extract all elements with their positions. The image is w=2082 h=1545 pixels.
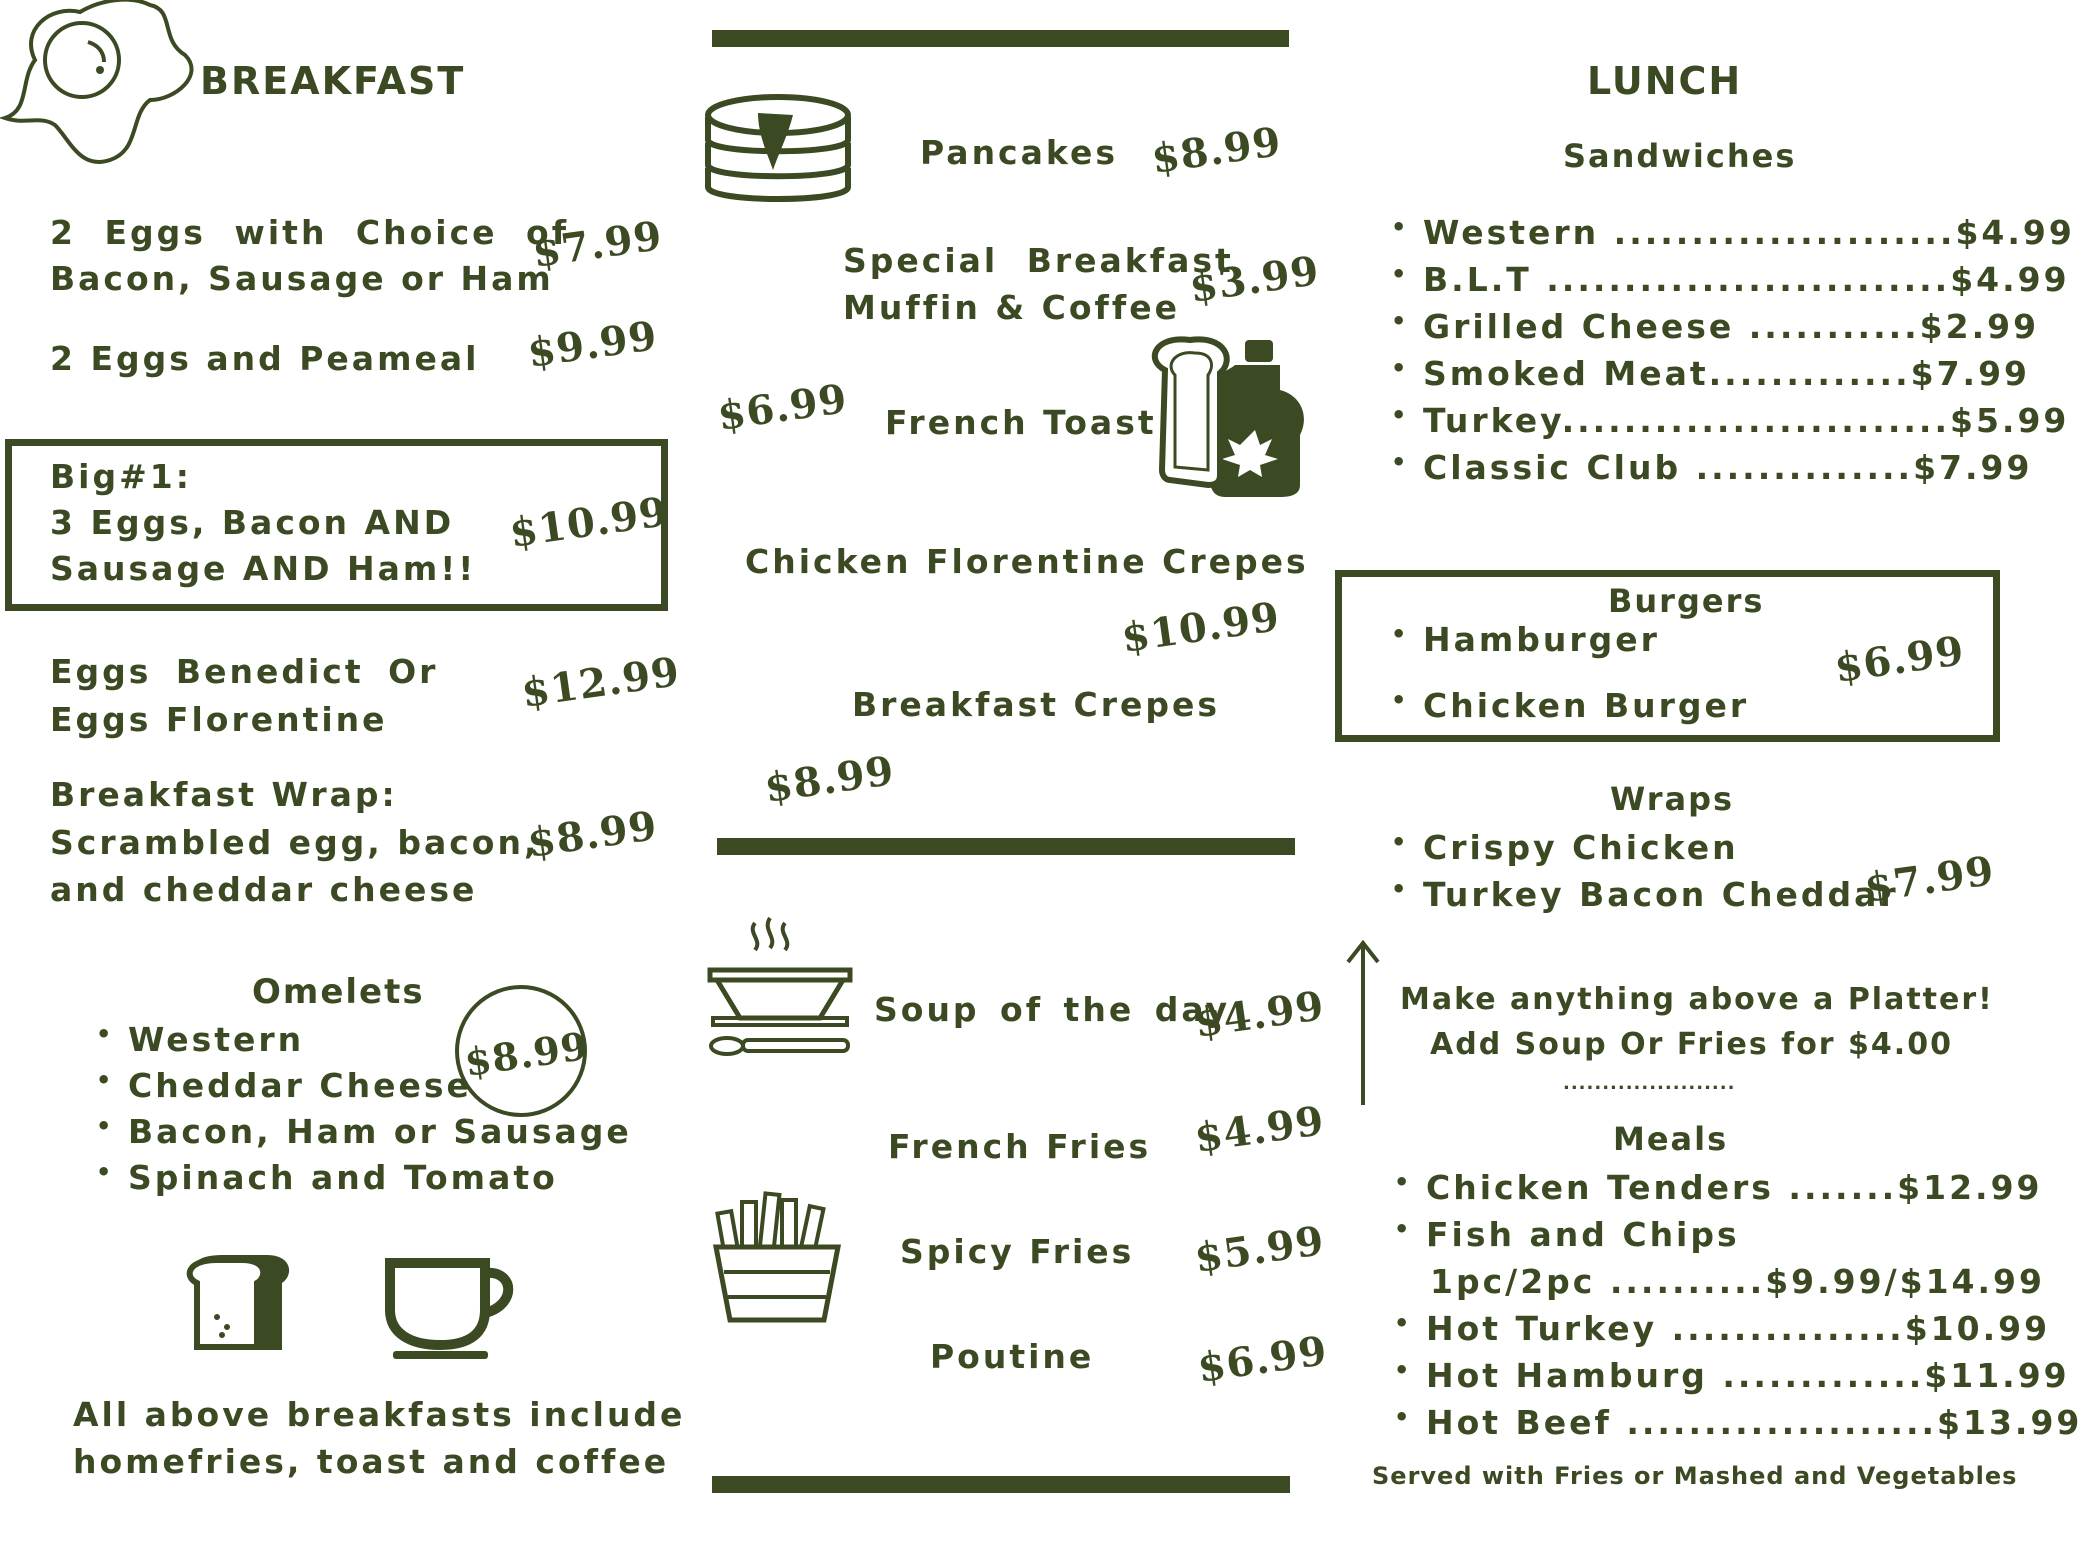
sandwich-item: • B.L.T ..........................$4.99	[1387, 260, 2075, 307]
special-line1: Special Breakfast	[843, 241, 1234, 280]
big1-price: $10.99	[506, 488, 671, 557]
omelet-item: • Cheddar Cheese	[92, 1066, 632, 1112]
divider-top	[712, 30, 1289, 47]
pancake-stack-icon	[703, 95, 853, 209]
breakfast-crepes-price: $8.99	[761, 747, 898, 812]
spicy-fries-label: Spicy Fries	[900, 1232, 1135, 1271]
sandwich-item: • Western ......................$4.99	[1387, 213, 2075, 260]
burger-item: • Chicken Burger	[1387, 686, 1749, 732]
meals-list	[1390, 1168, 2082, 1450]
burgers-price: $6.99	[1831, 627, 1968, 692]
sandwich-item: • Grilled Cheese ...........$2.99	[1387, 307, 2075, 354]
french-fries-price: $4.99	[1191, 1097, 1328, 1162]
meals-title: Meals	[1613, 1120, 1729, 1158]
meal-item: • Fish and Chips	[1390, 1215, 2082, 1262]
poutine-label: Poutine	[930, 1337, 1095, 1376]
breakfast-item-1-line2: Bacon, Sausage or Ham	[50, 259, 554, 298]
big1-line2: 3 Eggs, Bacon AND	[50, 503, 455, 542]
breakfast-item-4-line2: Eggs Florentine	[50, 700, 388, 739]
breakfast-note-line2: homefries, toast and coffee	[73, 1442, 670, 1481]
meal-item: • Hot Turkey ...............$10.99	[1390, 1309, 2082, 1356]
breakfast-item-4-line1: Eggs Benedict Or	[50, 652, 439, 691]
omelets-title: Omelets	[252, 972, 425, 1012]
breakfast-crepes-label: Breakfast Crepes	[852, 685, 1221, 724]
breakfast-item-4-price: $12.99	[518, 648, 683, 717]
special-line2: Muffin & Coffee	[843, 288, 1180, 327]
french-toast-label: French Toast	[885, 403, 1157, 442]
served-with-note: Served with Fries or Mashed and Vegetables	[1372, 1462, 2018, 1490]
french-fries-label: French Fries	[888, 1127, 1152, 1166]
breakfast-item-5-line3: and cheddar cheese	[50, 870, 478, 909]
breakfast-item-1-price: $7.99	[529, 212, 666, 277]
breakfast-title: BREAKFAST	[200, 59, 466, 103]
coffee-cup-icon	[385, 1255, 520, 1364]
breakfast-item-5-price: $8.99	[524, 802, 661, 867]
soup-label: Soup of the day	[874, 990, 1231, 1029]
sandwiches-title: Sandwiches	[1563, 137, 1797, 175]
meal-item: • Hot Hamburg .............$11.99	[1390, 1356, 2082, 1403]
burger-item: • Hamburger	[1387, 620, 1749, 686]
divider-bottom	[712, 1476, 1290, 1493]
wrap-item: • Crispy Chicken	[1387, 828, 1899, 875]
soup-price: $4.99	[1191, 982, 1328, 1047]
meal-item: • Hot Beef ....................$13.99	[1390, 1403, 2082, 1450]
burgers-list	[1387, 620, 1749, 732]
breakfast-item-2-price: $9.99	[524, 312, 661, 377]
chicken-crepes-price: $10.99	[1118, 593, 1283, 662]
soup-bowl-icon	[705, 918, 855, 1062]
sandwich-item: • Turkey.........................$5.99	[1387, 401, 2075, 448]
platter-line1: Make anything above a Platter!	[1400, 982, 1994, 1017]
omelets-price: $8.99	[461, 1022, 591, 1085]
breakfast-item-1-line1: 2 Eggs with Choice of	[50, 213, 570, 252]
fried-egg-icon	[0, 0, 200, 174]
omelet-item: • Bacon, Ham or Sausage	[92, 1112, 632, 1158]
sandwich-item: • Smoked Meat.............$7.99	[1387, 354, 2075, 401]
burgers-title: Burgers	[1608, 582, 1765, 620]
toast-maple-syrup-icon	[1150, 335, 1315, 504]
big1-line3: Sausage AND Ham!!	[50, 549, 477, 588]
spicy-fries-price: $5.99	[1191, 1217, 1328, 1282]
pancakes-price: $8.99	[1148, 118, 1285, 183]
meal-item: • Chicken Tenders .......$12.99	[1390, 1168, 2082, 1215]
breakfast-note-line1: All above breakfasts include	[73, 1395, 686, 1434]
big1-line1: Big#1:	[50, 457, 192, 496]
wrap-item: • Turkey Bacon Cheddar	[1387, 875, 1899, 922]
sandwiches-list	[1387, 213, 2075, 495]
omelets-list	[92, 1020, 632, 1204]
omelet-item: • Western	[92, 1020, 632, 1066]
chicken-crepes-label: Chicken Florentine Crepes	[745, 542, 1309, 581]
wraps-list	[1387, 828, 1899, 922]
breakfast-item-5-line2: Scrambled egg, bacon,	[50, 823, 540, 862]
poutine-price: $6.99	[1194, 1327, 1331, 1392]
arrow-up-icon	[1343, 940, 1383, 1114]
pancakes-label: Pancakes	[920, 133, 1118, 172]
wraps-title: Wraps	[1610, 780, 1735, 818]
platter-line2: Add Soup Or Fries for $4.00	[1430, 1027, 1953, 1062]
special-price: $3.99	[1186, 247, 1323, 312]
breakfast-item-5-line1: Breakfast Wrap:	[50, 775, 398, 814]
breakfast-item-2-line1: 2 Eggs and Peameal	[50, 339, 480, 378]
meal-item-sub: 1pc/2pc ..........$9.99/$14.99	[1430, 1262, 2045, 1301]
sandwich-item: • Classic Club ..............$7.99	[1387, 448, 2075, 495]
fries-icon	[712, 1192, 842, 1326]
divider-middle	[717, 838, 1295, 855]
lunch-title: LUNCH	[1587, 59, 1743, 103]
omelet-item: • Spinach and Tomato	[92, 1158, 632, 1204]
toast-icon	[182, 1255, 297, 1359]
wraps-price: $7.99	[1861, 847, 1998, 912]
platter-dots: ......................	[1563, 1073, 1736, 1094]
french-toast-price: $6.99	[714, 375, 851, 440]
